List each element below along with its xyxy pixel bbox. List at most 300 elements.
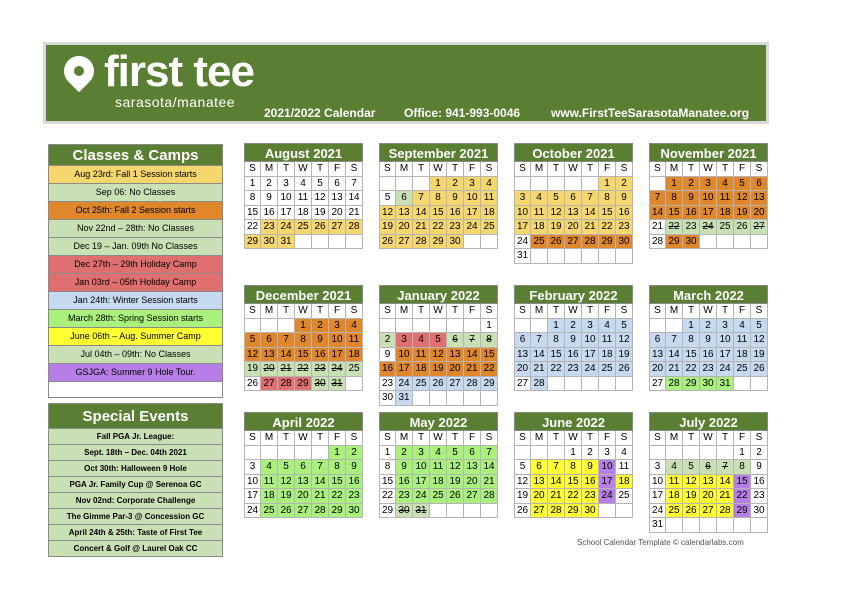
day-cell: 21 (413, 220, 430, 235)
day-cell: 9 (346, 460, 363, 475)
month-title: October 2021 (514, 143, 633, 162)
day-cell: 29 (430, 235, 447, 250)
day-cell: 16 (379, 362, 396, 377)
day-cell: 26 (430, 377, 447, 392)
day-cell: 30 (312, 377, 329, 392)
weekday-header: S (481, 304, 498, 319)
empty-cell (565, 249, 582, 264)
website-link[interactable]: www.FirstTeeSarasotaManatee.org (551, 106, 750, 120)
weekday-header: W (295, 304, 312, 319)
weekday-header: T (683, 162, 700, 177)
month-calendar (649, 143, 768, 249)
weekday-header: T (447, 162, 464, 177)
empty-cell (700, 446, 717, 461)
weekday-header: T (548, 431, 565, 446)
month-calendar (379, 285, 498, 406)
day-cell: 29 (481, 377, 498, 392)
month-title: April 2022 (244, 412, 363, 431)
day-cell: 27 (295, 504, 312, 519)
day-cell: 4 (430, 446, 447, 461)
day-cell: 2 (346, 446, 363, 461)
empty-cell (717, 446, 734, 461)
day-cell: 14 (666, 348, 683, 363)
day-cell: 18 (616, 475, 633, 490)
day-cell: 7 (531, 333, 548, 348)
day-cell: 11 (531, 206, 548, 221)
day-cell: 20 (514, 362, 531, 377)
weekday-header: F (599, 431, 616, 446)
day-cell: 10 (278, 191, 295, 206)
day-cell: 11 (616, 460, 633, 475)
day-cell: 28 (481, 489, 498, 504)
day-cell: 29 (295, 377, 312, 392)
day-cell: 3 (413, 446, 430, 461)
day-cell: 9 (312, 333, 329, 348)
weekday-header: T (447, 304, 464, 319)
day-cell: 14 (278, 348, 295, 363)
weekday-header: S (616, 431, 633, 446)
day-cell: 2 (261, 177, 278, 192)
event-line: Oct 30th: Halloween 9 Hole (48, 461, 223, 477)
day-cell: 2 (582, 446, 599, 461)
day-cell: 8 (734, 460, 751, 475)
day-cell: 19 (548, 220, 565, 235)
day-cell: 12 (751, 333, 768, 348)
weekday-header: T (312, 304, 329, 319)
day-cell: 26 (278, 504, 295, 519)
day-cell: 1 (481, 319, 498, 334)
day-cell: 22 (430, 220, 447, 235)
day-cell: 14 (346, 191, 363, 206)
weekday-header: S (751, 162, 768, 177)
empty-cell (717, 235, 734, 250)
weekday-header: F (329, 304, 346, 319)
day-cell: 28 (312, 504, 329, 519)
day-cell: 12 (379, 206, 396, 221)
day-cell: 16 (396, 475, 413, 490)
day-cell: 6 (751, 177, 768, 192)
month-calendar (649, 285, 768, 391)
event-line: The Gimme Par-3 @ Concession GC (48, 509, 223, 525)
empty-cell (481, 391, 498, 406)
day-cell: 31 (396, 391, 413, 406)
empty-cell (700, 518, 717, 533)
weekday-header: S (244, 304, 261, 319)
day-cell: 4 (734, 319, 751, 334)
day-cell: 4 (481, 177, 498, 192)
weekday-header: M (531, 431, 548, 446)
empty-cell (616, 504, 633, 519)
day-cell: 11 (666, 475, 683, 490)
day-cell: 23 (447, 220, 464, 235)
day-cell: 22 (734, 489, 751, 504)
day-cell: 4 (531, 191, 548, 206)
day-cell: 3 (700, 177, 717, 192)
empty-cell (582, 377, 599, 392)
empty-cell (312, 446, 329, 461)
day-cell: 8 (683, 333, 700, 348)
empty-cell (514, 319, 531, 334)
day-cell: 2 (396, 446, 413, 461)
day-cell: 3 (396, 333, 413, 348)
weekday-header: W (700, 431, 717, 446)
day-cell: 28 (717, 504, 734, 519)
day-cell: 26 (244, 377, 261, 392)
day-cell: 30 (683, 235, 700, 250)
weekday-header: S (616, 162, 633, 177)
day-cell: 14 (582, 206, 599, 221)
legend-item: Nov 22nd – 28th: No Classes (48, 220, 223, 238)
day-cell: 26 (379, 235, 396, 250)
day-cell: 30 (379, 391, 396, 406)
empty-cell (244, 319, 261, 334)
weekday-header: F (464, 162, 481, 177)
day-cell: 18 (599, 348, 616, 363)
day-cell: 29 (683, 377, 700, 392)
month-calendar (514, 285, 633, 391)
weekday-header: W (565, 304, 582, 319)
day-cell: 4 (261, 460, 278, 475)
day-cell: 19 (278, 489, 295, 504)
weekday-header: M (666, 304, 683, 319)
day-cell: 20 (751, 206, 768, 221)
empty-cell (683, 446, 700, 461)
day-cell: 25 (717, 220, 734, 235)
day-cell: 5 (312, 177, 329, 192)
day-cell: 10 (582, 333, 599, 348)
day-cell: 1 (379, 446, 396, 461)
empty-cell (565, 377, 582, 392)
day-cell: 12 (312, 191, 329, 206)
day-cell: 15 (430, 206, 447, 221)
day-cell: 30 (261, 235, 278, 250)
day-cell: 10 (396, 348, 413, 363)
day-cell: 11 (261, 475, 278, 490)
day-cell: 4 (599, 319, 616, 334)
day-cell: 22 (599, 220, 616, 235)
day-cell: 24 (700, 220, 717, 235)
day-cell: 20 (700, 489, 717, 504)
month-calendar (514, 412, 633, 518)
event-line: Fall PGA Jr. League: (48, 429, 223, 445)
day-cell: 13 (464, 460, 481, 475)
day-cell: 9 (700, 333, 717, 348)
day-cell: 15 (244, 206, 261, 221)
day-cell: 21 (278, 362, 295, 377)
day-cell: 17 (329, 348, 346, 363)
day-cell: 7 (649, 191, 666, 206)
day-cell: 9 (616, 191, 633, 206)
day-cell: 30 (396, 504, 413, 519)
day-cell: 21 (481, 475, 498, 490)
day-cell: 25 (413, 377, 430, 392)
empty-cell (717, 518, 734, 533)
weekday-header: T (278, 162, 295, 177)
day-cell: 18 (531, 220, 548, 235)
weekday-header: S (514, 431, 531, 446)
weekday-header: W (565, 162, 582, 177)
empty-cell (666, 518, 683, 533)
legend-item: Sep 06: No Classes (48, 184, 223, 202)
day-cell: 22 (244, 220, 261, 235)
weekday-header: S (514, 304, 531, 319)
day-cell: 10 (413, 460, 430, 475)
day-cell: 17 (514, 220, 531, 235)
day-cell: 9 (379, 348, 396, 363)
day-cell: 11 (413, 348, 430, 363)
day-cell: 20 (464, 475, 481, 490)
empty-cell (464, 504, 481, 519)
day-cell: 30 (346, 504, 363, 519)
day-cell: 2 (700, 319, 717, 334)
weekday-header: T (582, 304, 599, 319)
day-cell: 28 (582, 235, 599, 250)
day-cell: 24 (396, 377, 413, 392)
weekday-header: S (346, 162, 363, 177)
weekday-header: W (430, 304, 447, 319)
empty-cell (514, 177, 531, 192)
day-cell: 30 (700, 377, 717, 392)
month-title: January 2022 (379, 285, 498, 304)
day-cell: 15 (329, 475, 346, 490)
weekday-header: F (329, 162, 346, 177)
day-cell: 3 (464, 177, 481, 192)
weekday-header: W (700, 304, 717, 319)
day-cell: 25 (599, 362, 616, 377)
empty-cell (649, 177, 666, 192)
day-cell: 20 (565, 220, 582, 235)
day-cell: 14 (531, 348, 548, 363)
empty-cell (548, 377, 565, 392)
day-cell: 1 (295, 319, 312, 334)
empty-cell (447, 391, 464, 406)
weekday-header: M (666, 431, 683, 446)
empty-cell (447, 319, 464, 334)
day-cell: 24 (244, 504, 261, 519)
day-cell: 9 (396, 460, 413, 475)
office-phone: Office: 941-993-0046 (404, 106, 521, 120)
day-cell: 2 (751, 446, 768, 461)
day-cell: 9 (565, 333, 582, 348)
weekday-header: S (649, 304, 666, 319)
day-cell: 8 (548, 333, 565, 348)
day-cell: 9 (447, 191, 464, 206)
day-cell: 26 (312, 220, 329, 235)
legend-item: Jan 24th: Winter Session starts (48, 292, 223, 310)
day-cell: 24 (278, 220, 295, 235)
empty-cell (396, 177, 413, 192)
header-banner (43, 42, 769, 124)
weekday-header: S (649, 162, 666, 177)
weekday-header: F (734, 162, 751, 177)
day-cell: 18 (295, 206, 312, 221)
empty-cell (616, 377, 633, 392)
day-cell: 20 (531, 489, 548, 504)
day-cell: 1 (734, 446, 751, 461)
month-title: May 2022 (379, 412, 498, 431)
day-cell: 18 (413, 362, 430, 377)
day-cell: 12 (734, 191, 751, 206)
legend-item: Aug 23rd: Fall 1 Session starts (48, 166, 223, 184)
empty-cell (683, 518, 700, 533)
empty-cell (751, 518, 768, 533)
day-cell: 13 (565, 206, 582, 221)
day-cell: 25 (531, 235, 548, 250)
day-cell: 11 (430, 460, 447, 475)
weekday-header: S (379, 431, 396, 446)
weekday-header: S (379, 304, 396, 319)
empty-cell (734, 377, 751, 392)
day-cell: 13 (295, 475, 312, 490)
event-line: PGA Jr. Family Cup @ Serenoa GC (48, 477, 223, 493)
day-cell: 15 (548, 348, 565, 363)
empty-cell (481, 504, 498, 519)
day-cell: 8 (379, 460, 396, 475)
legend-item: GSJGA: Summer 9 Hole Tour. (48, 364, 223, 382)
empty-cell (599, 377, 616, 392)
day-cell: 27 (700, 504, 717, 519)
day-cell: 15 (565, 475, 582, 490)
day-cell: 12 (430, 348, 447, 363)
day-cell: 18 (666, 489, 683, 504)
day-cell: 29 (666, 235, 683, 250)
day-cell: 23 (261, 220, 278, 235)
day-cell: 28 (649, 235, 666, 250)
empty-cell (548, 249, 565, 264)
month-title: March 2022 (649, 285, 768, 304)
day-cell: 21 (666, 362, 683, 377)
empty-cell (278, 319, 295, 334)
day-cell: 3 (649, 460, 666, 475)
day-cell: 30 (751, 504, 768, 519)
day-cell: 3 (599, 446, 616, 461)
day-cell: 17 (396, 362, 413, 377)
day-cell: 2 (616, 177, 633, 192)
day-cell: 25 (734, 362, 751, 377)
day-cell: 20 (396, 220, 413, 235)
legend-item: Oct 25th: Fall 2 Session starts (48, 202, 223, 220)
day-cell: 27 (531, 504, 548, 519)
weekday-header: F (599, 162, 616, 177)
day-cell: 3 (278, 177, 295, 192)
empty-cell (666, 319, 683, 334)
day-cell: 8 (565, 460, 582, 475)
day-cell: 10 (599, 460, 616, 475)
day-cell: 14 (548, 475, 565, 490)
day-cell: 16 (346, 475, 363, 490)
day-cell: 6 (295, 460, 312, 475)
day-cell: 22 (666, 220, 683, 235)
day-cell: 6 (464, 446, 481, 461)
legend-item: Jul 04th – 09th: No Classes (48, 346, 223, 364)
weekday-header: T (717, 304, 734, 319)
day-cell: 11 (717, 191, 734, 206)
day-cell: 8 (244, 191, 261, 206)
day-cell: 27 (396, 235, 413, 250)
month-calendar (244, 143, 363, 249)
empty-cell (751, 377, 768, 392)
day-cell: 23 (379, 377, 396, 392)
day-cell: 14 (717, 475, 734, 490)
weekday-header: T (312, 431, 329, 446)
day-cell: 24 (464, 220, 481, 235)
empty-cell (447, 504, 464, 519)
day-cell: 5 (447, 446, 464, 461)
day-cell: 15 (683, 348, 700, 363)
day-cell: 20 (447, 362, 464, 377)
day-cell: 16 (261, 206, 278, 221)
day-cell: 11 (346, 333, 363, 348)
day-cell: 5 (751, 319, 768, 334)
weekday-header: M (531, 162, 548, 177)
legend-item: June 06th – Aug. Summer Camp (48, 328, 223, 346)
day-cell: 23 (751, 489, 768, 504)
day-cell: 10 (649, 475, 666, 490)
empty-cell (413, 319, 430, 334)
day-cell: 20 (295, 489, 312, 504)
month-title: December 2021 (244, 285, 363, 304)
day-cell: 6 (261, 333, 278, 348)
weekday-header: T (717, 431, 734, 446)
empty-cell (531, 249, 548, 264)
day-cell: 15 (599, 206, 616, 221)
day-cell: 15 (481, 348, 498, 363)
empty-cell (430, 504, 447, 519)
day-cell: 31 (514, 249, 531, 264)
logo-text: first tee (104, 47, 254, 96)
day-cell: 30 (616, 235, 633, 250)
day-cell: 13 (649, 348, 666, 363)
day-cell: 28 (278, 377, 295, 392)
weekday-header: T (278, 304, 295, 319)
day-cell: 24 (599, 489, 616, 504)
legend-blank-row (48, 382, 223, 398)
weekday-header: F (734, 431, 751, 446)
day-cell: 14 (481, 460, 498, 475)
weekday-header: F (329, 431, 346, 446)
day-cell: 13 (751, 191, 768, 206)
weekday-header: S (346, 304, 363, 319)
month-title: June 2022 (514, 412, 633, 431)
day-cell: 28 (464, 377, 481, 392)
day-cell: 28 (548, 504, 565, 519)
day-cell: 15 (295, 348, 312, 363)
weekday-header: W (565, 431, 582, 446)
weekday-header: S (244, 162, 261, 177)
day-cell: 27 (514, 377, 531, 392)
day-cell: 6 (531, 460, 548, 475)
empty-cell (396, 319, 413, 334)
day-cell: 5 (430, 333, 447, 348)
empty-cell (413, 391, 430, 406)
empty-cell (666, 446, 683, 461)
day-cell: 16 (700, 348, 717, 363)
day-cell: 25 (481, 220, 498, 235)
day-cell: 5 (278, 460, 295, 475)
special-events-panel (48, 403, 223, 557)
day-cell: 12 (683, 475, 700, 490)
weekday-header: F (464, 431, 481, 446)
day-cell: 22 (379, 489, 396, 504)
day-cell: 4 (616, 446, 633, 461)
month-title: September 2021 (379, 143, 498, 162)
day-cell: 12 (616, 333, 633, 348)
day-cell: 28 (666, 377, 683, 392)
day-cell: 5 (683, 460, 700, 475)
empty-cell (329, 235, 346, 250)
weekday-header: S (379, 162, 396, 177)
day-cell: 25 (616, 489, 633, 504)
